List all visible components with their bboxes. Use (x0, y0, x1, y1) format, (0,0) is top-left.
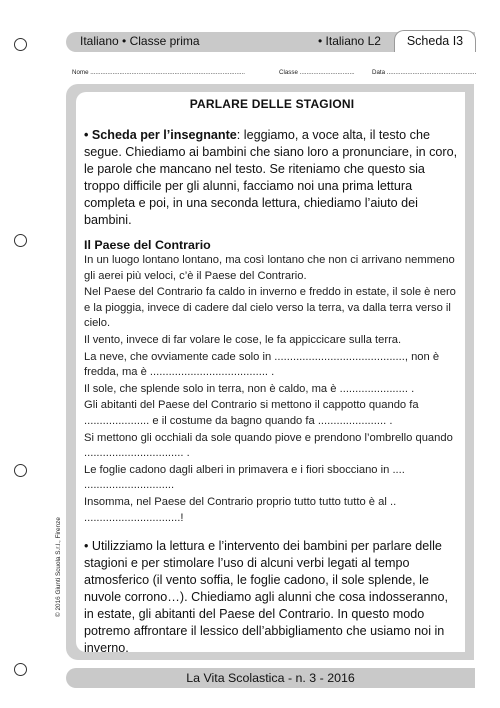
teacher-instructions-text: : leggiamo, a voce alta, il testo che segue. Chiediamo ai bambini che siano loro a pronunciare, in coro, le parole che mancano nel testo. Se riteniamo che questo sia troppo difficile per gli alunni, facciamo noi una prima lettura completa e poi, in una seconda lettura, chiediamo l’aiuto dei bambini. (84, 128, 458, 227)
worksheet-tab: Scheda I3 (394, 30, 476, 52)
field-nome: Nome .......................................................................................... (72, 69, 245, 76)
story-paragraph: In un luogo lontano lontano, ma così lontano che non ci arrivano nemmeno gli aerei più veloci, c’è il Paese del Contrario. (84, 254, 455, 282)
story-title: Il Paese del Contrario (84, 238, 211, 252)
story-paragraph: Gli abitanti del Paese del Contrario si mettono il cappotto quando fa ..................... e il costume da bagno quando fa ...................... . (84, 399, 419, 427)
header-subject-class: Italiano • Classe prima (80, 34, 200, 48)
worksheet-content (84, 97, 460, 657)
binder-hole-top (14, 38, 27, 51)
story-paragraph: Nel Paese del Contrario fa caldo in inverno e freddo in estate, il sole è nero e la pioggia, invece di cadere dal cielo verso la terra, va dalla terra verso il cielo. (84, 286, 456, 330)
teacher-instructions-lead: • Scheda per l’insegnante (84, 128, 237, 142)
teacher-followup: • Utilizziamo la lettura e l’intervento dei bambini per parlare delle stagioni e per stimolare l’uso di alcuni verbi legati al tempo atmosferico (il vento soffia, le foglie cadono, il sole splende, le nuvole corrono…). Chiediamo agli alunni che cosa indosseranno, in estate, gli abitanti del Paese del Contrario. In questo modo potremo affrontare il lessico dell’abbigliamento che usiamo noi in inverno. (84, 539, 449, 656)
story-paragraph: Insomma, nel Paese del Contrario proprio tutto tutto tutto è al .. ...............................! (84, 495, 397, 524)
field-classe: Classe ................................ (279, 69, 355, 76)
story-paragraph: La neve, che ovviamente cade solo in .........................................., non è fredda, ma è ...................................... . (84, 350, 440, 379)
story-paragraph: Il vento, invece di far volare le cose, le fa appiccicare sulla terra. (84, 333, 402, 346)
story-paragraph: Il sole, che splende solo in terra, non è caldo, ma è ...................... . (84, 382, 415, 395)
binder-hole-lower-middle (14, 464, 27, 477)
teacher-instructions (84, 127, 460, 229)
story-text (84, 253, 460, 526)
footer-magazine-issue: La Vita Scolastica - n. 3 - 2016 (186, 671, 355, 685)
header-subject-l2: • Italiano L2 (318, 34, 381, 48)
binder-hole-bottom (14, 663, 27, 676)
worksheet-title: PARLARE DELLE STAGIONI (189, 97, 355, 111)
field-data: Data .................................................... (372, 69, 477, 76)
story-paragraph: Si mettono gli occhiali da sole quando piove e prendono l’ombrello quando ................................ . (84, 431, 453, 460)
copyright-note: © 2016 Giunti Scuola S.r.l., Firenze (55, 517, 62, 617)
binder-hole-upper-middle (14, 234, 27, 247)
story-paragraph: Le foglie cadono dagli alberi in primavera e i fiori sbocciano in .... ............................. (84, 463, 405, 492)
